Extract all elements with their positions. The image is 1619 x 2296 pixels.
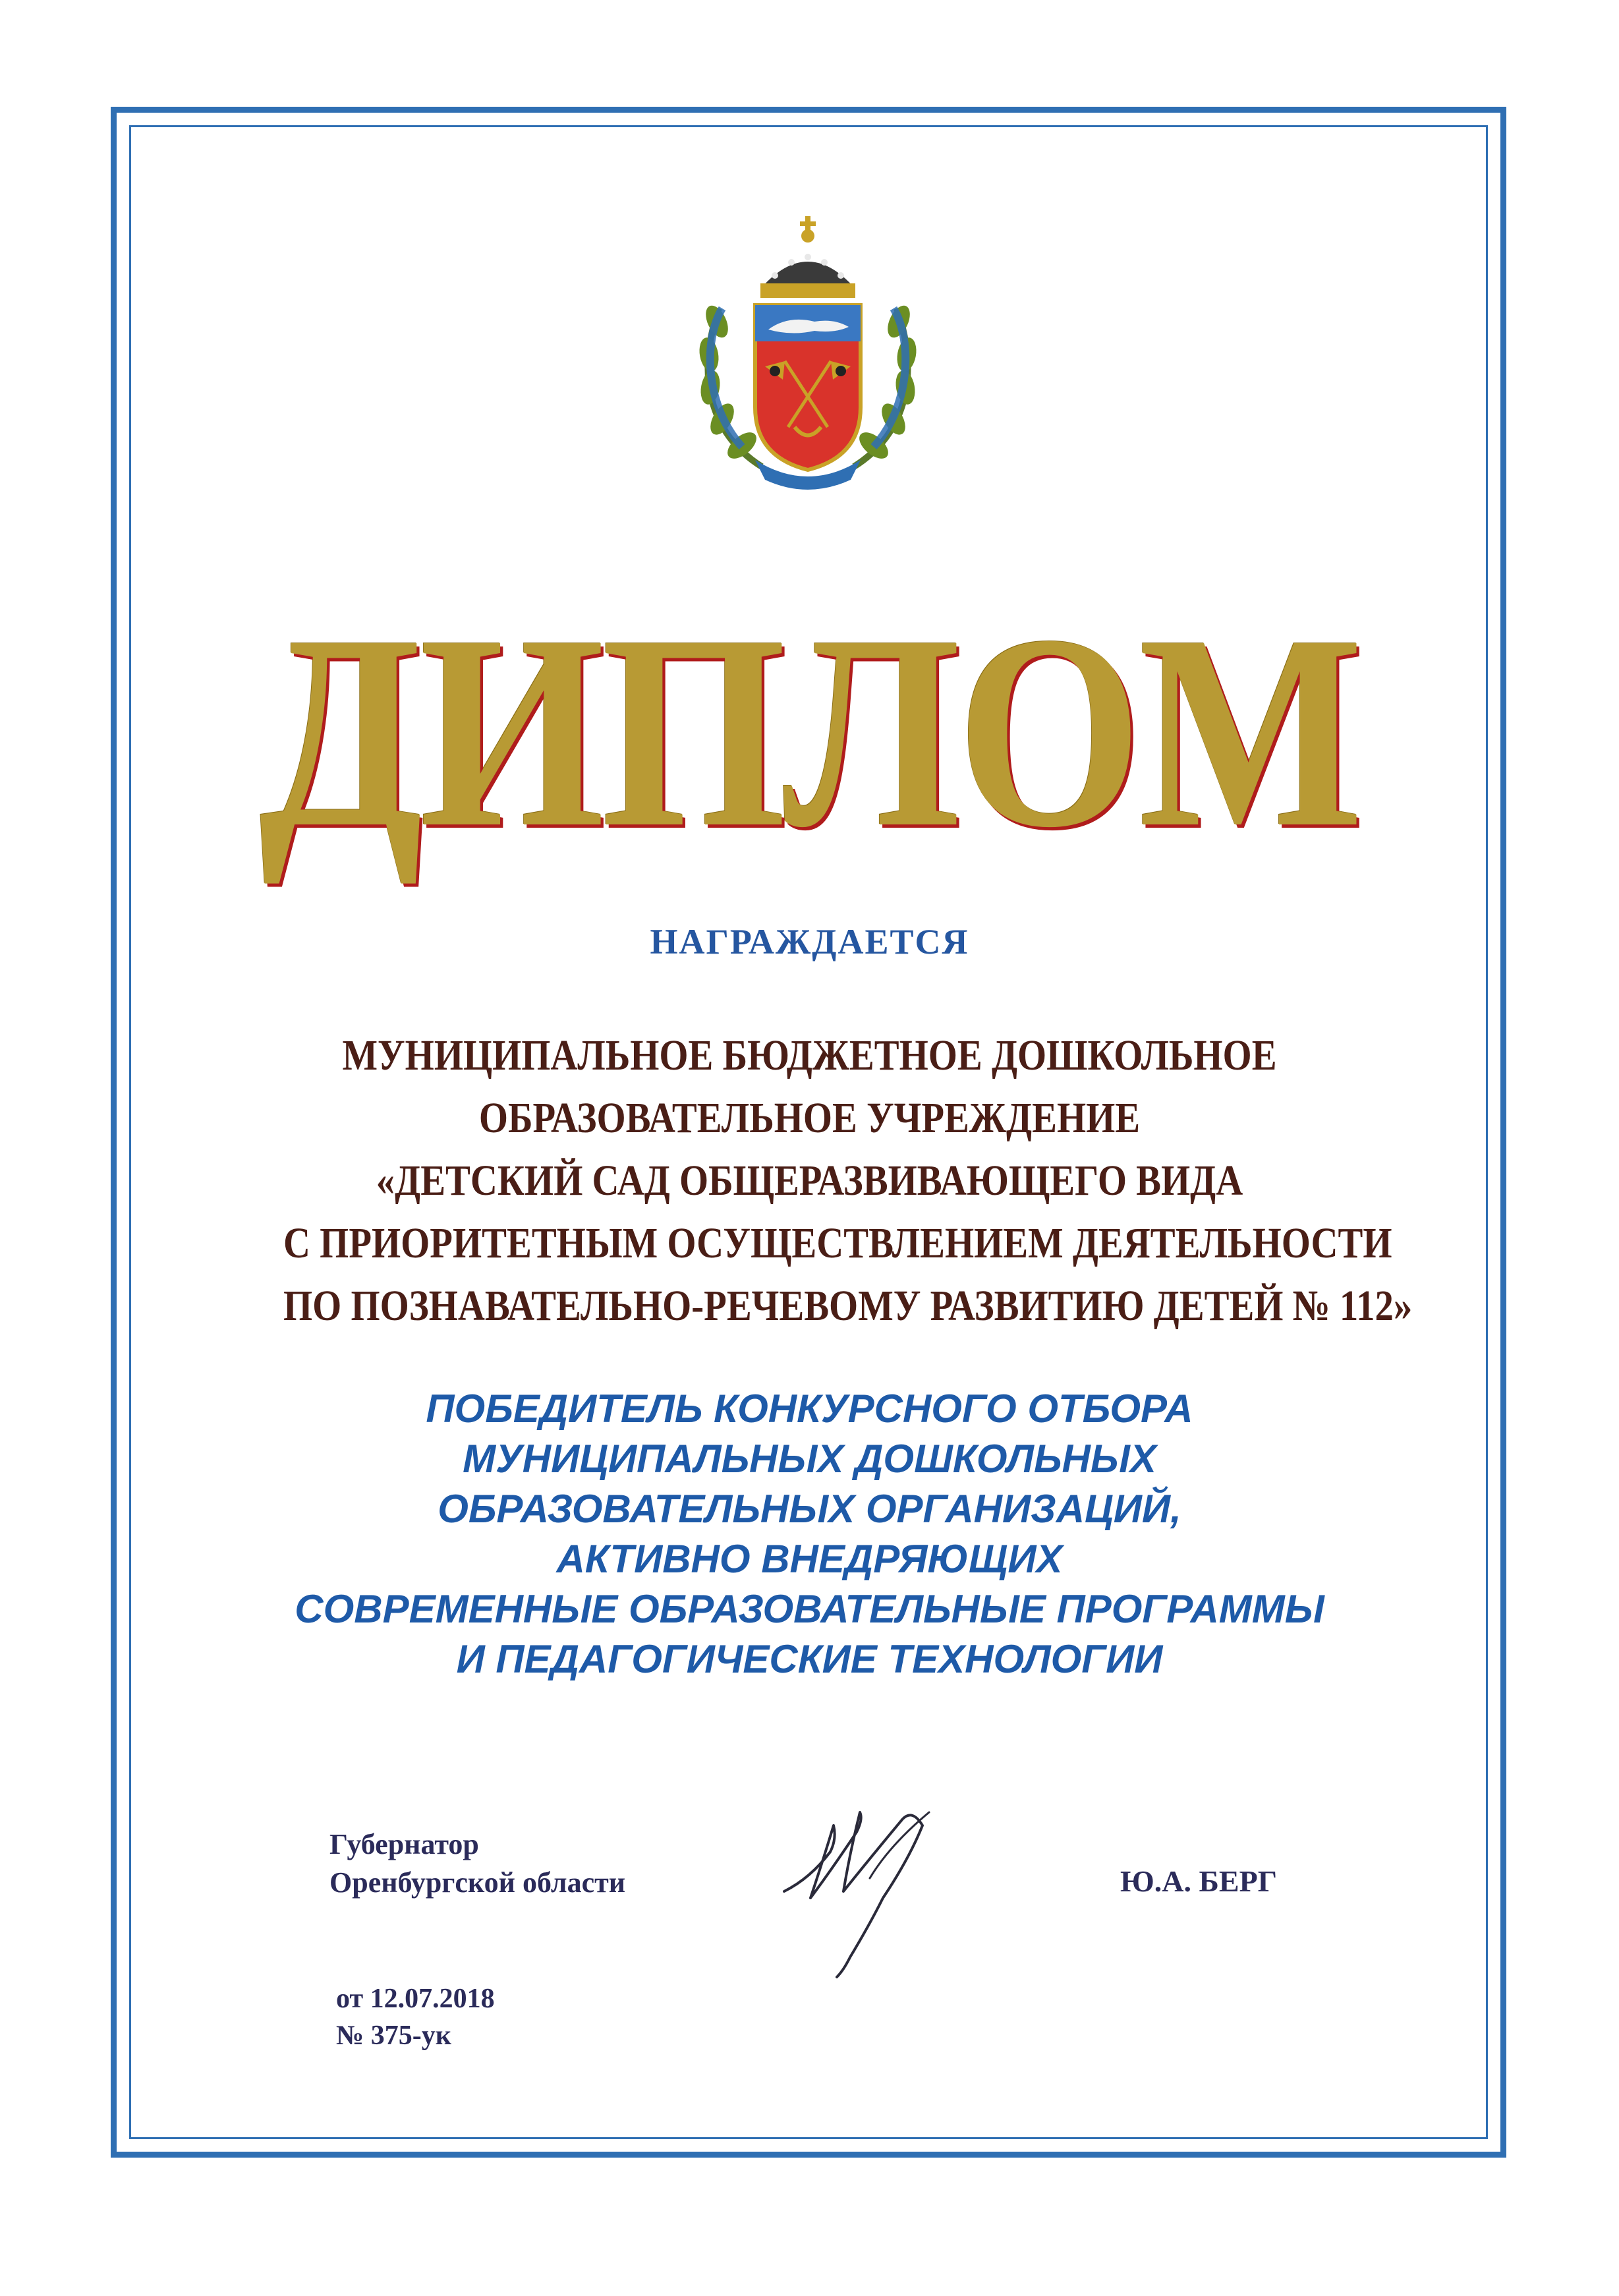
recipient-line: ПО ПОЗНАВАТЕЛЬНО-РЕЧЕВОМУ РАЗВИТИЮ ДЕТЕЙ № 112» — [283, 1282, 1413, 1330]
diploma-title: ДИПЛОМ — [259, 578, 1360, 884]
achievement-line: МУНИЦИПАЛЬНЫХ ДОШКОЛЬНЫХ — [463, 1437, 1156, 1481]
document-number: № 375-ук — [336, 2021, 451, 2051]
achievement-line: СОВРЕМЕННЫЕ ОБРАЗОВАТЕЛЬНЫЕ ПРОГРАММЫ — [295, 1587, 1324, 1631]
recipient-line: ОБРАЗОВАТЕЛЬНОЕ УЧРЕЖДЕНИЕ — [478, 1094, 1141, 1142]
signatory-name: Ю.А. БЕРГ — [1120, 1864, 1277, 1898]
signatory-title — [329, 1825, 625, 1902]
recipient-name — [283, 1024, 1413, 1337]
signatory-title-line: Оренбургской области — [329, 1866, 626, 1899]
orenburg-coat-of-arms-icon — [683, 210, 933, 500]
awarded-heading: НАГРАЖДАЕТСЯ — [650, 922, 969, 961]
recipient-line: «ДЕТСКИЙ САД ОБЩЕРАЗВИВАЮЩЕГО ВИДА — [376, 1157, 1243, 1205]
handwritten-signature-icon — [771, 1799, 969, 1997]
achievement-line: ОБРАЗОВАТЕЛЬНЫХ ОРГАНИЗАЦИЙ, — [438, 1487, 1181, 1531]
achievement-text — [198, 1384, 1421, 1684]
document-date: от 12.07.2018 — [336, 1984, 495, 2014]
recipient-line: МУНИЦИПАЛЬНОЕ БЮДЖЕТНОЕ ДОШКОЛЬНОЕ — [342, 1031, 1277, 1079]
achievement-line: И ПЕДАГОГИЧЕСКИЕ ТЕХНОЛОГИИ — [456, 1637, 1163, 1681]
document-reference — [336, 1980, 495, 2054]
achievement-line: ПОБЕДИТЕЛЬ КОНКУРСНОГО ОТБОРА — [426, 1387, 1193, 1431]
achievement-line: АКТИВНО ВНЕДРЯЮЩИХ — [556, 1537, 1063, 1581]
recipient-line: С ПРИОРИТЕТНЫМ ОСУЩЕСТВЛЕНИЕМ ДЕЯТЕЛЬНОСТИ — [283, 1219, 1392, 1267]
signatory-title-line: Губернатор — [329, 1828, 479, 1860]
